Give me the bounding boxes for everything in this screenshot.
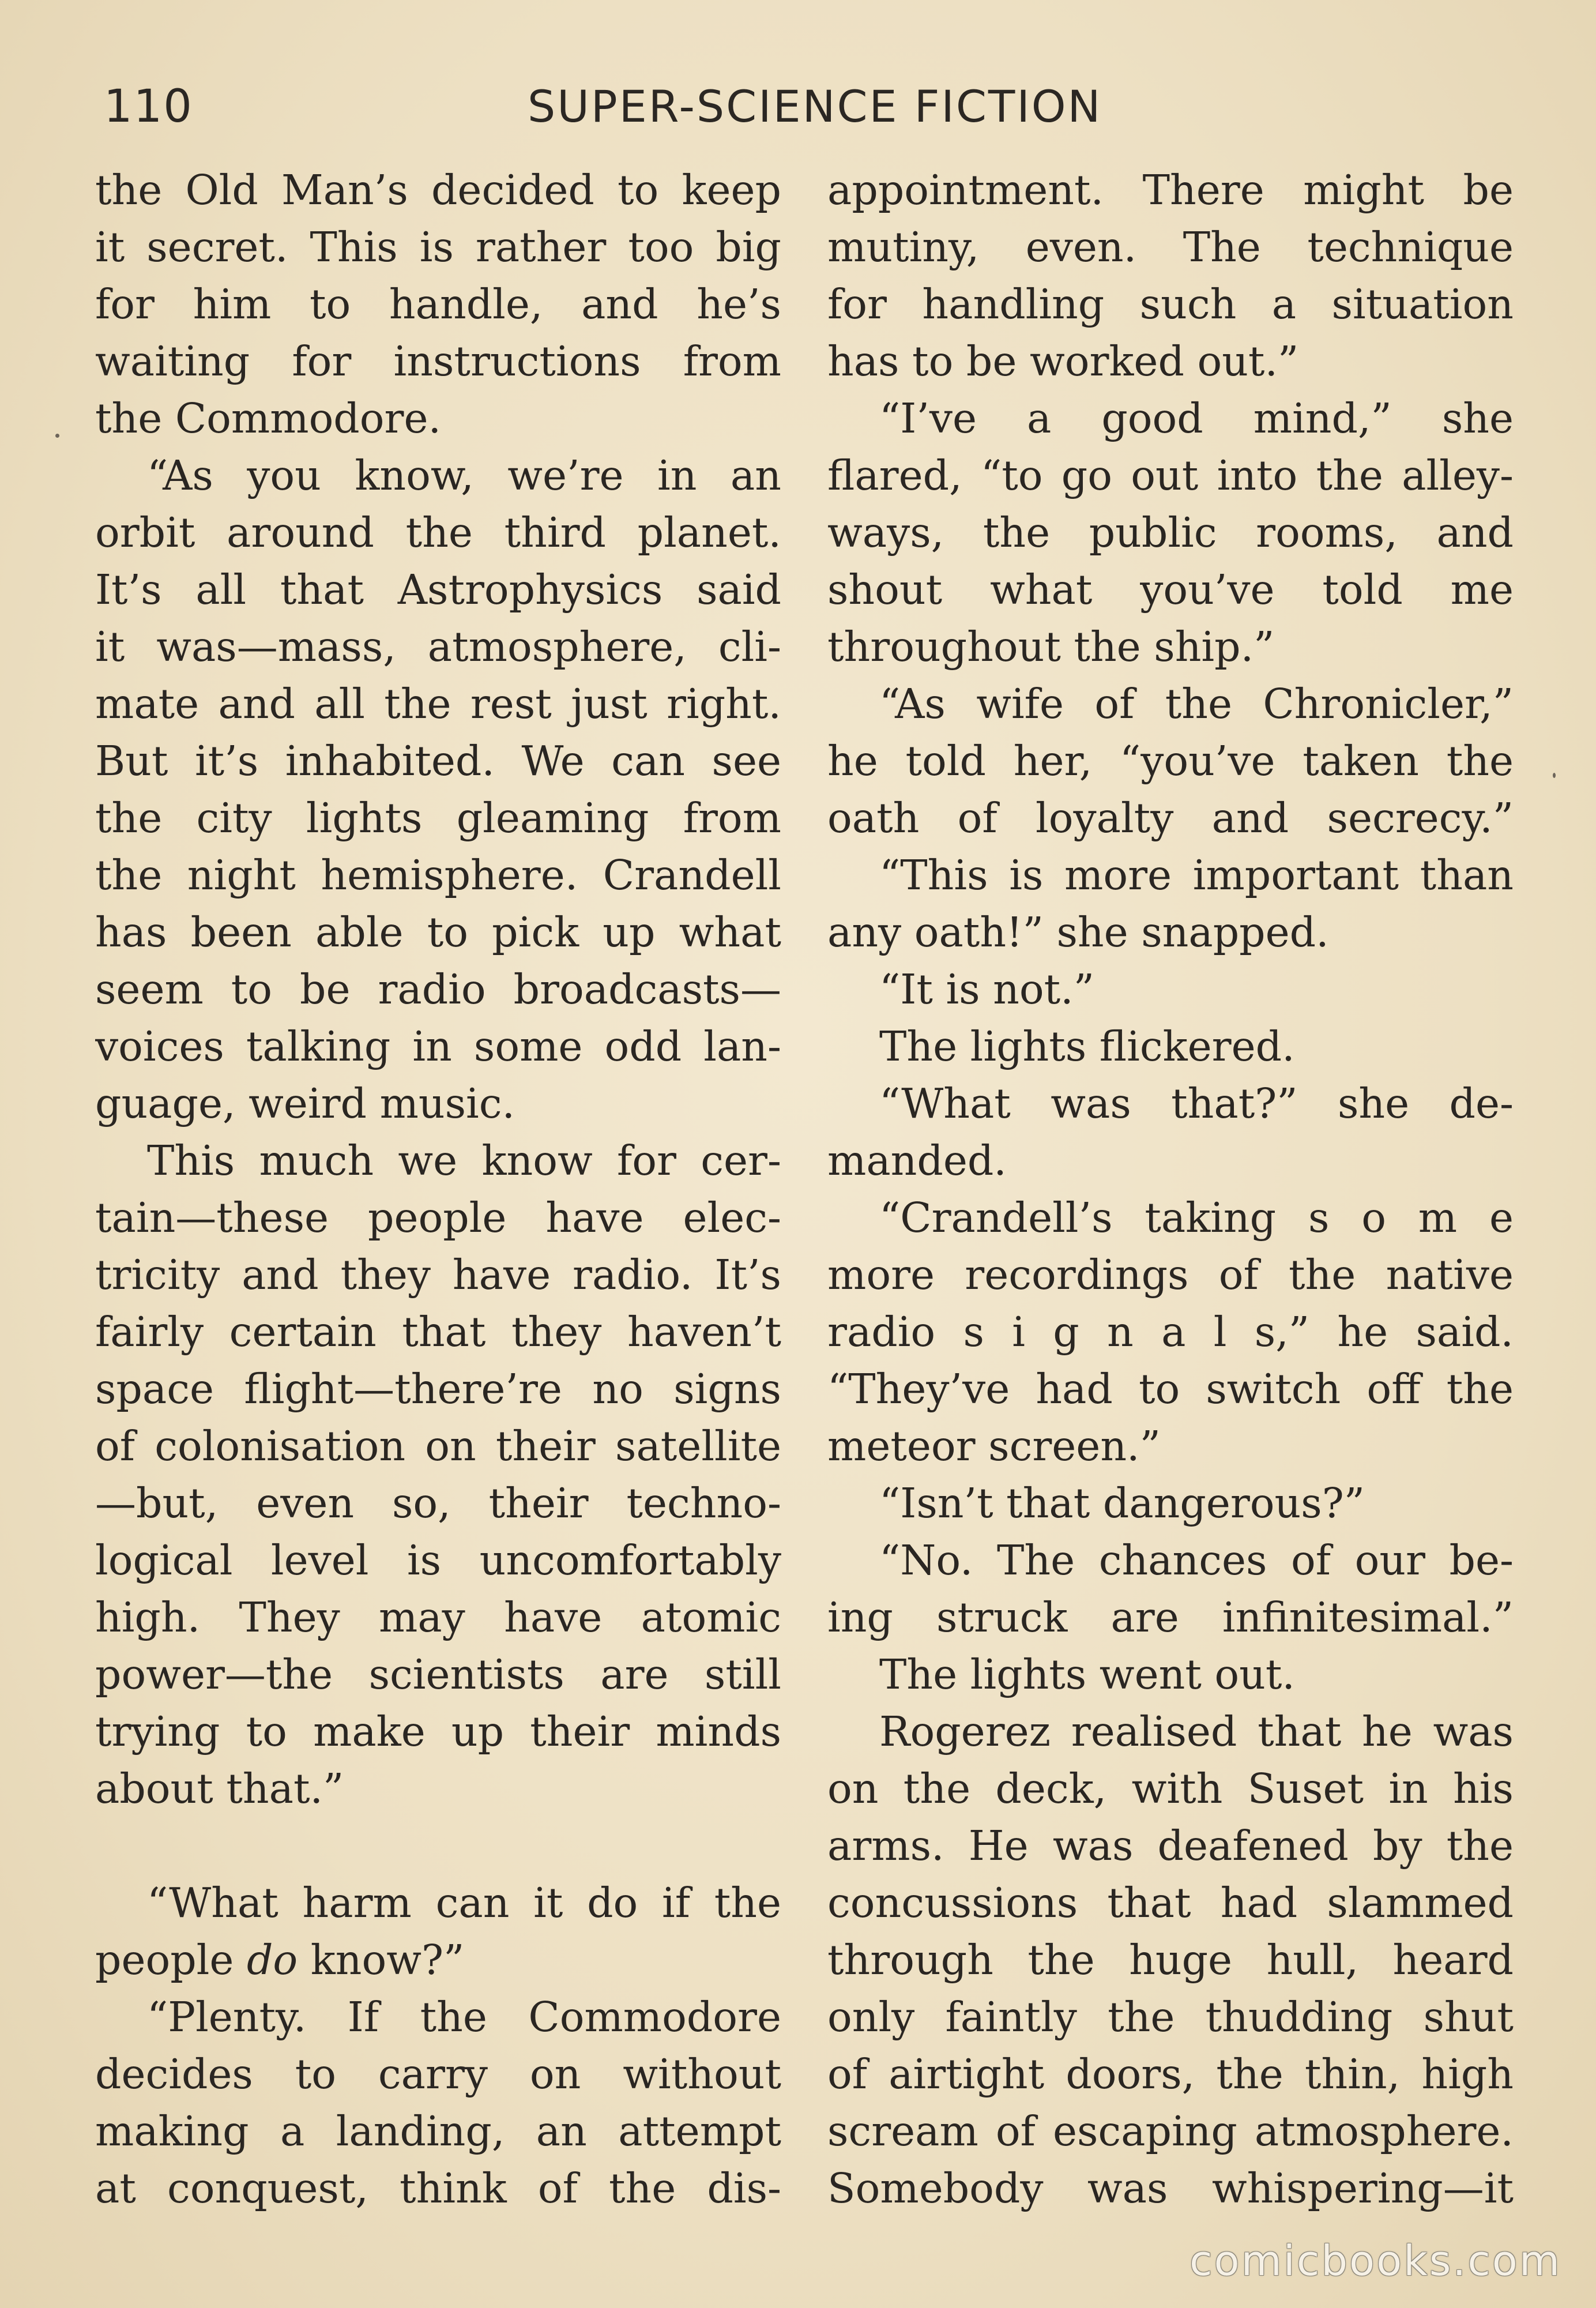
text-line: tricity and they have radio. It’s — [95, 1251, 781, 1299]
text-line: appointment. There might be — [827, 166, 1514, 214]
text-line: logical level is uncomfortably — [95, 1536, 781, 1584]
text-line: But it’s inhabited. We can see — [95, 737, 781, 785]
text-line: The lights went out. — [879, 1651, 1295, 1698]
text-line: mutiny, even. The technique — [827, 223, 1514, 271]
text-line: guage, weird music. — [95, 1080, 515, 1127]
text-line: any oath!” she snapped. — [827, 908, 1329, 956]
text-line: throughout the ship.” — [827, 623, 1275, 671]
paper-speck — [1553, 773, 1556, 778]
text-line: power—the scientists are still — [95, 1651, 781, 1698]
text-line: manded. — [827, 1137, 1007, 1185]
text-line: on the deck, with Suset in his — [827, 1765, 1514, 1813]
left-text-column — [95, 161, 781, 2217]
text-line: of airtight doors, the thin, high — [827, 2050, 1514, 2098]
text-line: orbit around the third planet. — [95, 509, 781, 557]
text-line: more recordings of the native — [827, 1251, 1514, 1299]
text-line: “I’ve a good mind,” she — [879, 394, 1514, 442]
text-line: “What harm can it do if the — [147, 1879, 781, 1927]
text-line: through the huge hull, heard — [827, 1936, 1514, 1984]
text-line: of colonisation on their satellite — [95, 1422, 781, 1470]
text-line: the Old Man’s decided to keep — [95, 166, 781, 214]
text-line: about that.” — [95, 1765, 344, 1813]
text-line: it secret. This is rather too big — [95, 223, 781, 271]
text-line: the night hemisphere. Crandell — [95, 851, 781, 899]
text-line: trying to make up their minds — [95, 1708, 781, 1756]
text-line: making a landing, an attempt — [95, 2107, 781, 2155]
text-line: “It is not.” — [879, 965, 1095, 1013]
text-line: It’s all that Astrophysics said — [95, 566, 781, 614]
text-line: ing struck are infinitesimal.” — [827, 1593, 1514, 1641]
text-line: “Crandell’s taking s o m e — [879, 1194, 1514, 1242]
text-line: “No. The chances of our be- — [879, 1536, 1514, 1584]
text-line: space flight—there’re no signs — [95, 1365, 781, 1413]
text-line: “What was that?” she de- — [879, 1080, 1514, 1127]
text-line: voices talking in some odd lan- — [95, 1023, 781, 1070]
text-line: flared, “to go out into the alley- — [827, 452, 1514, 499]
text-line: concussions that had slammed — [827, 1879, 1514, 1927]
text-line: it was—mass, atmosphere, cli- — [95, 623, 781, 671]
text-line: radio s i g n a l s,” he said. — [827, 1308, 1514, 1356]
text-line: has been able to pick up what — [95, 908, 781, 956]
text-line: meteor screen.” — [827, 1422, 1161, 1470]
text-line: for handling such a situation — [827, 280, 1514, 328]
text-line: at conquest, think of the dis- — [95, 2164, 781, 2212]
text-line: fairly certain that they haven’t — [95, 1308, 781, 1356]
text-line: “As wife of the Chronicler,” — [879, 680, 1514, 728]
text-line: oath of loyalty and secrecy.” — [827, 794, 1514, 842]
text-line: The lights flickered. — [879, 1023, 1295, 1070]
text-line: people do know?” — [95, 1936, 465, 1984]
paper-speck — [55, 434, 59, 438]
text-line: “As you know, we’re in an — [147, 452, 781, 499]
text-line: seem to be radio broadcasts— — [95, 965, 781, 1013]
text-line: the Commodore. — [95, 394, 442, 442]
text-line: Somebody was whispering—it — [827, 2164, 1514, 2212]
text-line: only faintly the thudding shut — [827, 1993, 1514, 2041]
text-line: tain—these people have elec- — [95, 1194, 781, 1242]
page-header — [98, 81, 1511, 144]
text-line: has to be worked out.” — [827, 337, 1299, 385]
text-line: the city lights gleaming from — [95, 794, 781, 842]
running-title: SUPER-SCIENCE FICTION — [528, 81, 1102, 132]
text-line: Rogerez realised that he was — [879, 1708, 1514, 1756]
text-line: “They’ve had to switch off the — [827, 1365, 1514, 1413]
site-watermark: comicbooks.com — [1189, 2236, 1561, 2285]
text-line: ways, the public rooms, and — [827, 509, 1514, 557]
text-line: shout what you’ve told me — [827, 566, 1514, 614]
text-line: “Plenty. If the Commodore — [147, 1993, 781, 2041]
text-line: “This is more important than — [879, 851, 1514, 899]
text-line: mate and all the rest just right. — [95, 680, 781, 728]
text-line: “Isn’t that dangerous?” — [879, 1479, 1365, 1527]
text-line: waiting for instructions from — [95, 337, 781, 385]
text-line: scream of escaping atmosphere. — [827, 2107, 1514, 2155]
text-line: for him to handle, and he’s — [95, 280, 781, 328]
text-line: arms. He was deafened by the — [827, 1822, 1514, 1870]
text-line: This much we know for cer- — [147, 1137, 781, 1185]
right-text-column — [827, 161, 1514, 2217]
text-line: high. They may have atomic — [95, 1593, 781, 1641]
page-number: 110 — [104, 81, 193, 133]
emphasis: do — [246, 1936, 298, 1984]
text-line: —but, even so, their techno- — [95, 1479, 781, 1527]
text-line: decides to carry on without — [95, 2050, 781, 2098]
text-line: he told her, “you’ve taken the — [827, 737, 1514, 785]
